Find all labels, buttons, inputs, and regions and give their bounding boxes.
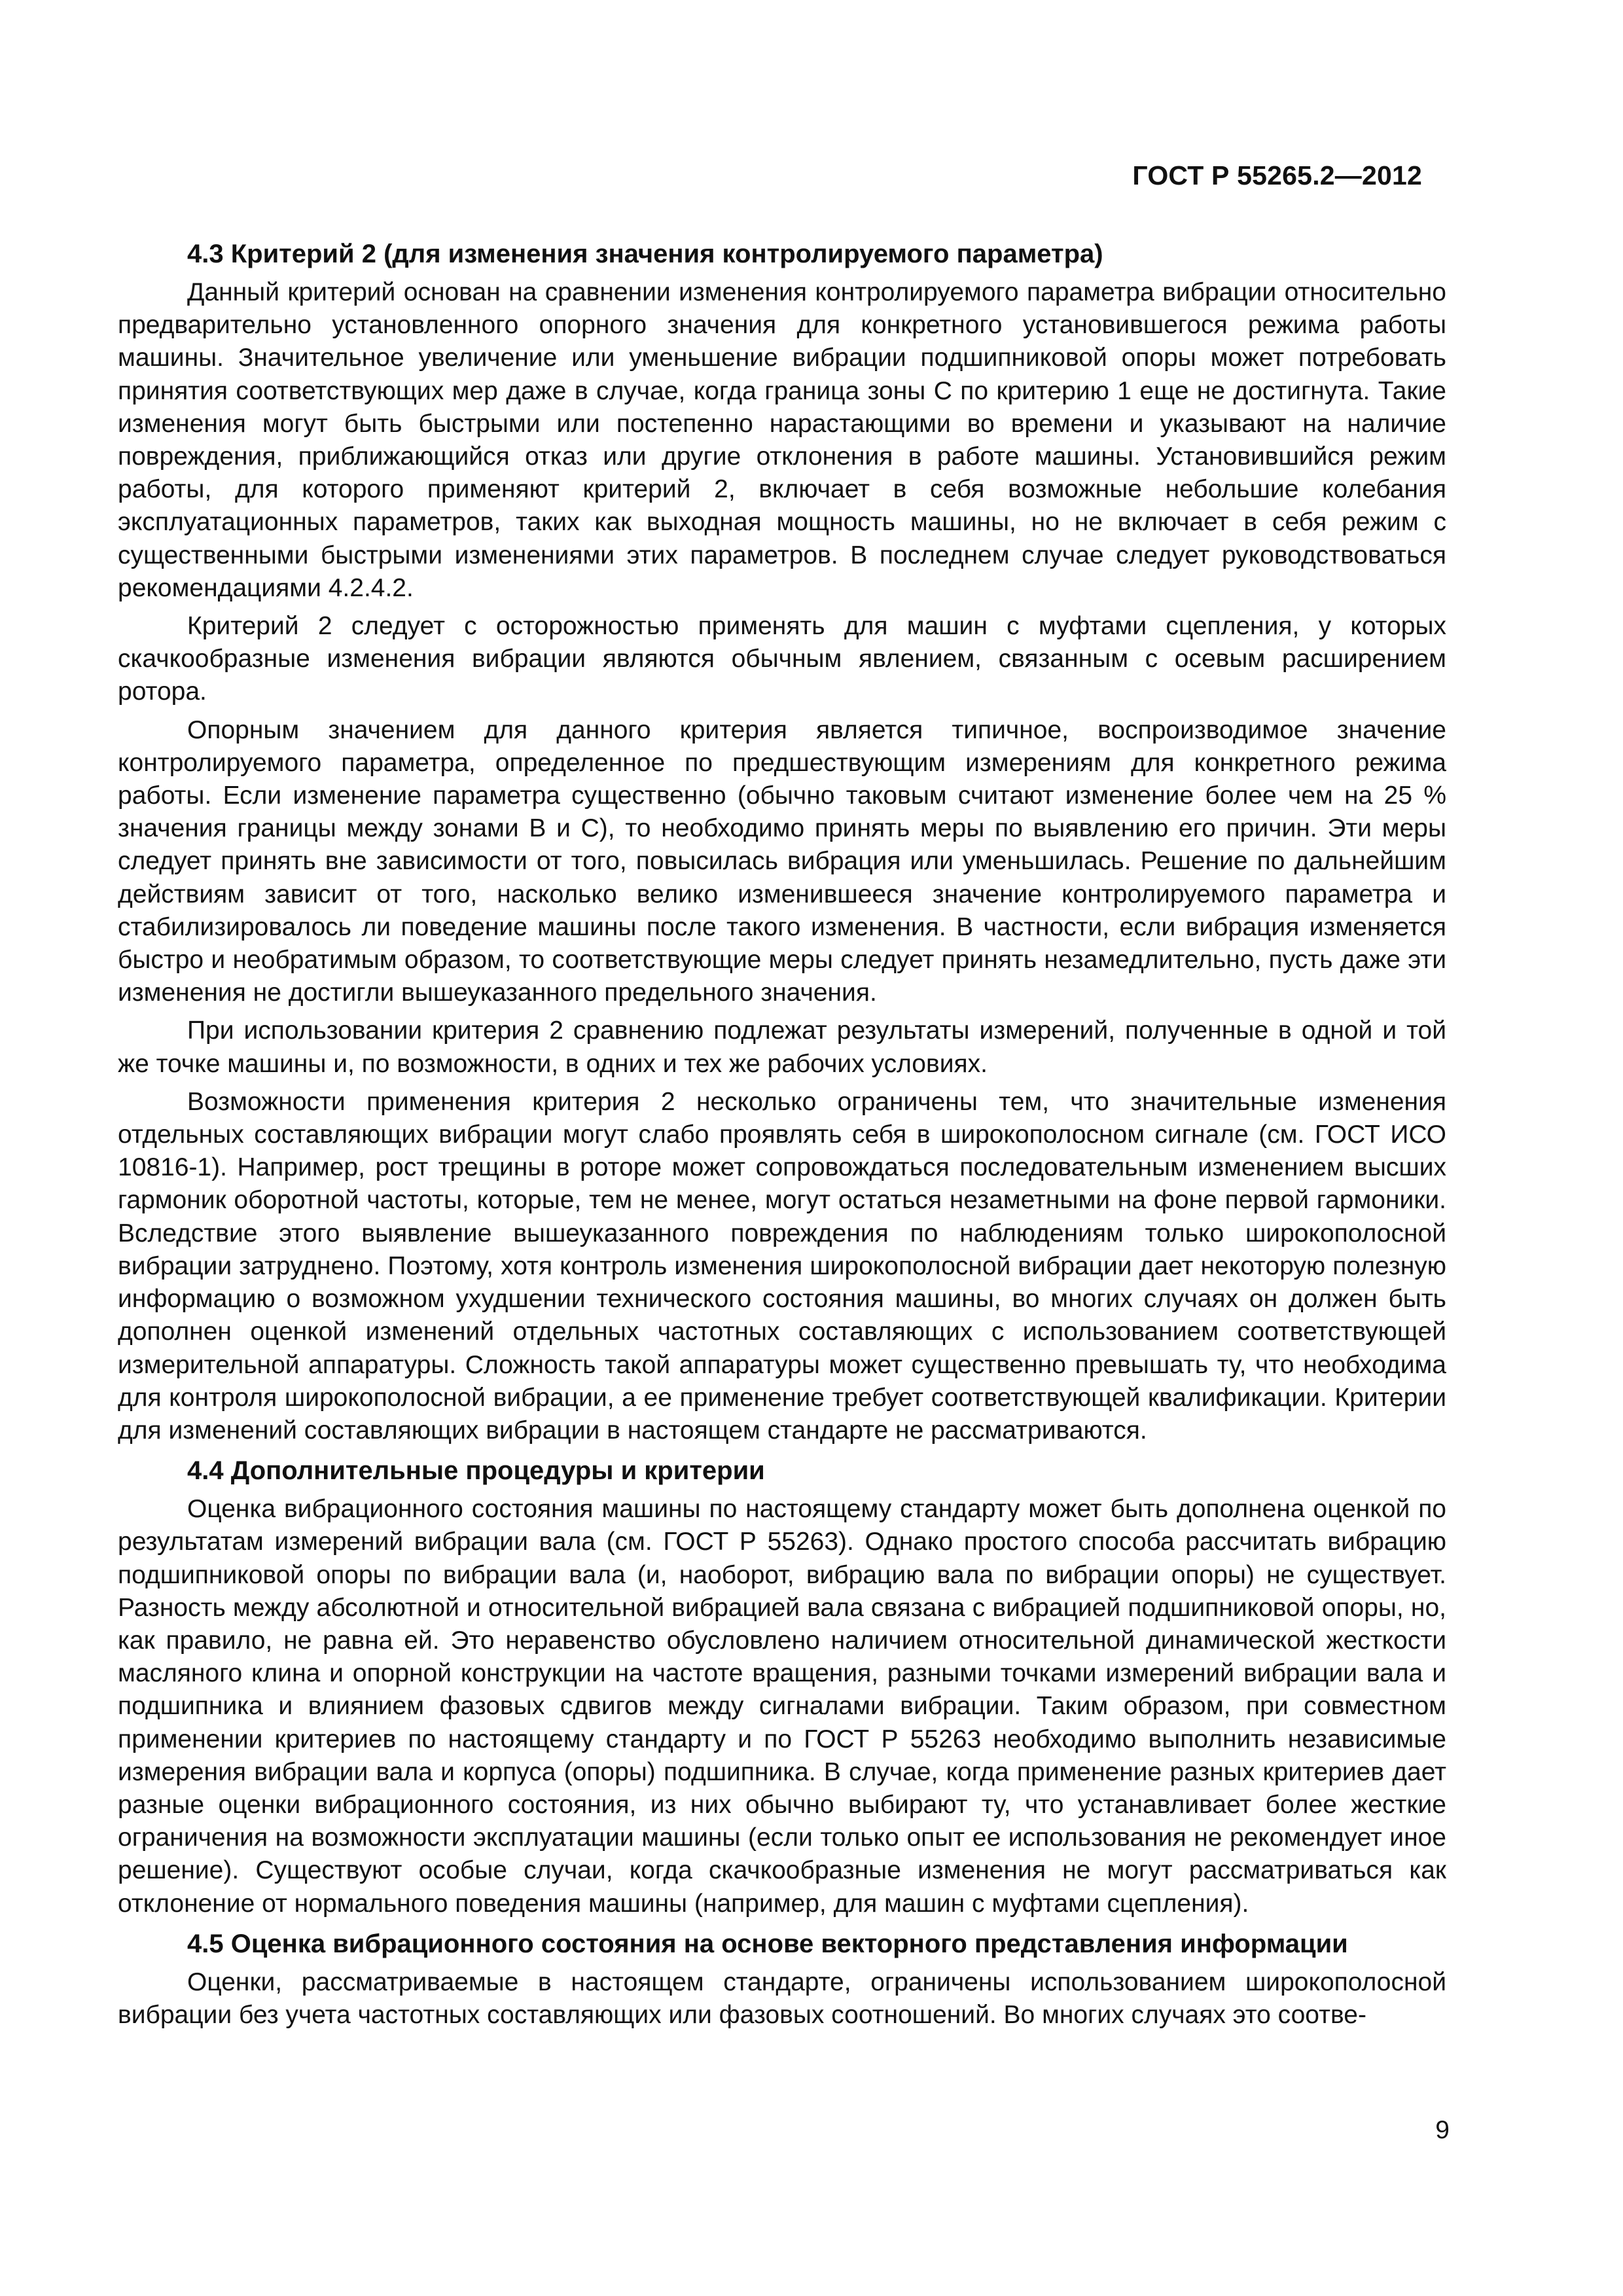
paragraph: Оценки, рассматриваемые в настоящем стандарте, ограничены использованием широкополосной вибрации без учета частотных составляющих или фазовых соотношений. Во многих случаях это соотве- [118,1967,1446,2029]
paragraph: Оценка вибрационного состояния машины по настоящему стандарту может быть дополнена оценкой по результатам измерений вибрации вала (см. ГОСТ Р 55263). Однако простого способа рассчитать вибрацию подшипниковой опоры по вибрации вала (и, наоборот, вибрацию вала по вибрации опоры) не существует. Разность между абсолютной и относительной вибрацией вала связана с вибрацией подшипниковой опоры, но, как правило, не равна ей. Это неравенство обусловлено наличием относительной динамической жесткости масляного клина и опорной конструкции на частоте вращения, разными точками измерений вибрации вала и подшипника и влиянием фазовых сдвигов между сигналами вибрации. Таким образом, при совместном применении критериев по настоящему стандарту и по ГОСТ Р 55263 необходимо выполнить независимые измерения вибрации вала и корпуса (опоры) подшипника. В случае, когда применение разных критериев дает разные оценки вибрационного состояния, из них обычно выбирают ту, что устанавливает более жесткие ограничения на возможности эксплуатации машины (если только опыт ее использования не рекомендует иное решение). Существуют особые случаи, когда скачкообразные изменения не могут рассматриваться как отклонение от нормального поведения машины (например, для машин с муфтами сцепления). [118,1495,1446,1918]
section-heading-4-4: 4.4 Дополнительные процедуры и критерии [187,1456,765,1486]
paragraph: При использовании критерия 2 сравнению подлежат результаты измерений, полученные в одной и той же точке машины и, по возможности, в одних и тех же рабочих условиях. [118,1016,1446,1078]
paragraph: Данный критерий основан на сравнении изменения контролируемого параметра вибрации относительно предварительно установленного опорного значения для конкретного установившегося режима работы машины. Значительное увеличение или уменьшение вибрации подшипниковой опоры может потребовать принятия соответствующих мер даже в случае, когда граница зоны С по критерию 1 еще не достигнута. Такие изменения могут быть быстрыми или постепенно нарастающими во времени и указывают на наличие повреждения, приближающийся отказ или другие отклонения в работе машины. Установившийся режим работы, для которого применяют критерий 2, включает в себя возможные небольшие колебания эксплуатационных параметров, таких как выходная мощность машины, но не включает в себя режим с существенными быстрыми изменениями этих параметров. В последнем случае следует руководствоваться рекомендациями 4.2.4.2. [118,278,1446,602]
paragraph: Возможности применения критерия 2 несколько ограничены тем, что значительные изменения отдельных составляющих вибрации могут слабо проявлять себя в широкополосном сигнале (см. ГОСТ ИСО 10816-1). Например, рост трещины в роторе может сопровождаться последовательным изменением высших гармоник оборотной частоты, которые, тем не менее, могут остаться незаметными на фоне первой гармоники. Вследствие этого выявление вышеуказанного повреждения по наблюдениям только широкополосной вибрации затруднено. Поэтому, хотя контроль изменения широкополосной вибрации дает некоторую полезную информацию о возможном ухудшении технического состояния машины, во многих случаях он должен быть дополнен оценкой изменений отдельных частотных составляющих с использованием соответствующей измерительной аппаратуры. Сложность такой аппаратуры может существенно превышать ту, что необходима для контроля широкополосной вибрации, а ее применение требует соответствующей квалификации. Критерии для изменений составляющих вибрации в настоящем стандарте не рассматриваются. [118,1087,1446,1444]
paragraph: Критерий 2 следует с осторожностью применять для машин с муфтами сцепления, у которых скачкообразные изменения вибрации являются обычным явлением, связанным с осевым расширением ротора. [118,612,1446,706]
paragraph: Опорным значением для данного критерия является типичное, воспроизводимое значение контролируемого параметра, определенное по предшествующим измерениям для конкретного режима работы. Если изменение параметра существенно (обычно таковым считают изменение более чем на 25 % значения границы между зонами В и С), то необходимо принять меры по выявлению его причин. Эти меры следует принять вне зависимости от того, повысилась вибрация или уменьшилась. Решение по дальнейшим действиям зависит от того, насколько велико изменившееся значение контролируемого параметра и стабилизировалось ли поведение машины после такого изменения. В частности, если вибрация изменяется быстро и необратимым образом, то соответствующие меры следует принять незамедлительно, пусть даже эти изменения не достигли вышеуказанного предельного значения. [118,715,1446,1007]
section-heading-4-3: 4.3 Критерий 2 (для изменения значения контролируемого параметра) [187,240,1103,268]
document-body [118,237,1446,2032]
section-heading-4-5: 4.5 Оценка вибрационного состояния на основе векторного представления информации [187,1929,1348,1958]
document-header: ГОСТ Р 55265.2—2012 [1132,160,1422,190]
page-number: 9 [1435,2116,1450,2144]
